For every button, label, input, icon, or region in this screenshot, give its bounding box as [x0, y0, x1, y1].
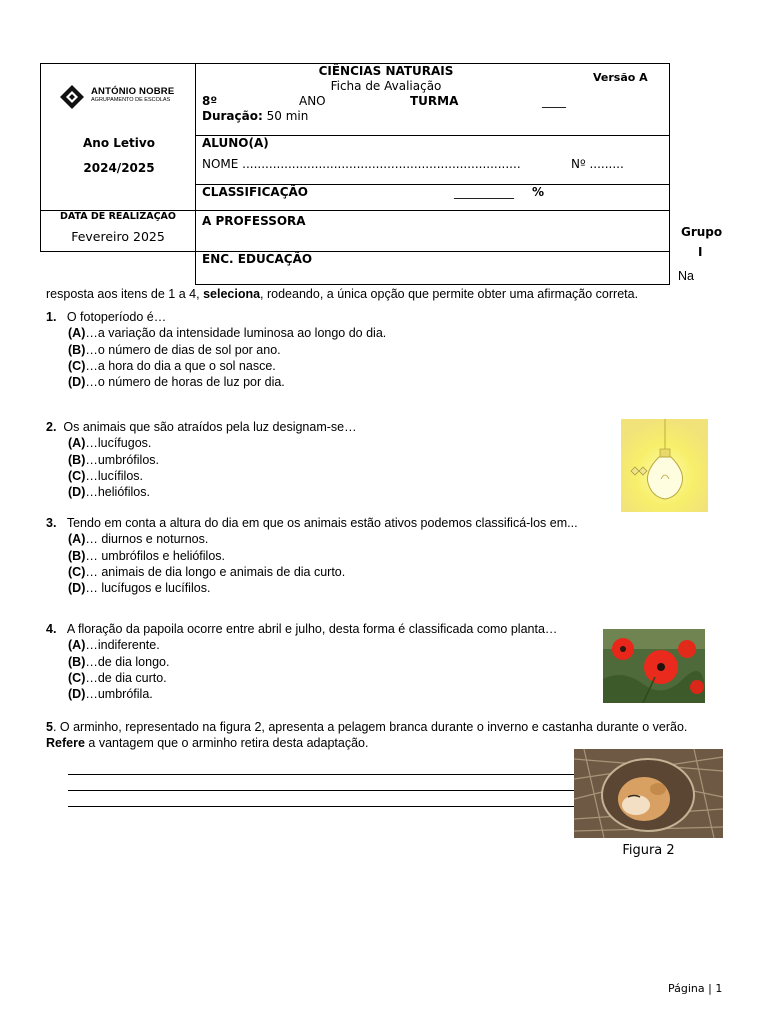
numero-line: Nº ......... — [571, 157, 624, 171]
lightbulb-icon — [621, 419, 708, 512]
option-letter: (D) — [68, 375, 86, 390]
option-b[interactable] — [68, 548, 578, 564]
option-text: …indiferente. — [85, 638, 160, 653]
option-letter: (D) — [68, 485, 86, 500]
turma-blank: ____ — [542, 94, 566, 108]
answer-line[interactable] — [68, 806, 576, 807]
classification-cell — [195, 184, 670, 211]
option-c[interactable] — [68, 564, 578, 580]
option-text: … diurnos e noturnos. — [85, 532, 209, 547]
question-rest: a vantagem que o arminho retira desta adaptação. — [88, 736, 369, 751]
figure-2-caption: Figura 2 — [622, 843, 675, 858]
option-text: …a hora do dia a que o sol nasce. — [85, 358, 276, 373]
subject-cell — [195, 63, 670, 136]
ano-letivo-label: Ano Letivo — [83, 136, 155, 150]
question-number: 3. — [46, 516, 57, 530]
question-5 — [46, 719, 687, 752]
duration-value: 50 min — [266, 109, 309, 123]
option-c[interactable] — [68, 358, 386, 374]
option-text: … umbrófilos e heliófilos. — [85, 548, 226, 563]
guardian-cell — [195, 251, 670, 285]
option-letter: (A) — [68, 326, 86, 341]
enc-label: ENC. EDUCAÇÃO — [202, 252, 313, 266]
question-number: 4. — [46, 622, 57, 636]
option-d[interactable] — [68, 484, 357, 500]
classificacao-label: CLASSIFICAÇÃO — [202, 185, 309, 199]
option-letter: (D) — [68, 581, 86, 596]
option-text: …lucífugos. — [85, 436, 152, 451]
logo-diamond-icon — [59, 84, 85, 110]
figure-2-image — [574, 749, 723, 838]
school-name: ANTÓNIO NOBRE — [91, 86, 175, 97]
option-letter: (B) — [68, 452, 86, 467]
sleeping-animal-icon — [574, 749, 723, 838]
duration-row — [202, 109, 308, 123]
option-a[interactable] — [68, 637, 557, 653]
question-text: . O arminho, representado na figura 2, apresenta a pelagem branca durante o inverno e castanha durante o verão. — [52, 720, 688, 734]
school-cell — [40, 63, 196, 211]
option-d[interactable] — [68, 686, 557, 702]
option-letter: (B) — [68, 342, 86, 357]
question-4 — [46, 621, 557, 702]
question-verb: Refere — [46, 736, 85, 751]
option-text: …umbrófila. — [85, 687, 153, 702]
option-b[interactable] — [68, 452, 357, 468]
option-a[interactable] — [68, 435, 357, 451]
option-letter: (C) — [68, 358, 86, 373]
school-subtitle: AGRUPAMENTO DE ESCOLAS — [91, 97, 171, 103]
question-text: Os animais que são atraídos pela luz designam-se… — [63, 420, 357, 434]
option-text: …o número de horas de luz por dia. — [85, 375, 285, 390]
option-text: …o número de dias de sol por ano. — [85, 342, 281, 357]
question-text: Tendo em conta a altura do dia em que os animais estão ativos podemos classificá-los em... — [66, 516, 578, 530]
option-text: …heliófilos. — [85, 485, 150, 500]
option-text: … lucífugos e lucífilos. — [85, 581, 211, 596]
option-letter: (A) — [68, 532, 86, 547]
sheet-title: Ficha de Avaliação — [330, 79, 442, 93]
ano-letivo-value: 2024/2025 — [83, 161, 155, 175]
question-number: 2. — [46, 420, 57, 434]
question-text: A floração da papoila ocorre entre abril e julho, desta forma é classificada como planta… — [66, 622, 558, 636]
option-b[interactable] — [68, 654, 557, 670]
option-a[interactable] — [68, 531, 578, 547]
option-text: …de dia curto. — [85, 670, 167, 685]
lightbulb-image — [621, 419, 708, 512]
page-number: Página | 1 — [668, 982, 723, 995]
student-cell — [195, 135, 670, 185]
poppy-image — [603, 629, 705, 703]
option-text: …de dia longo. — [85, 654, 170, 669]
answer-line[interactable] — [68, 774, 576, 775]
percent-sign: % — [532, 185, 545, 199]
option-letter: (C) — [68, 670, 86, 685]
option-letter: (C) — [68, 468, 86, 483]
school-logo — [59, 84, 85, 115]
instructions-bold: seleciona — [203, 287, 261, 301]
option-letter: (D) — [68, 687, 86, 702]
option-b[interactable] — [68, 342, 386, 358]
year-value: 8º — [202, 94, 218, 108]
option-letter: (B) — [68, 654, 86, 669]
option-c[interactable] — [68, 670, 557, 686]
aluno-label: ALUNO(A) — [202, 136, 269, 150]
instructions — [46, 287, 638, 301]
grupo-number: I — [698, 245, 703, 259]
nome-line: NOME ......................................................................... — [202, 157, 521, 171]
teacher-cell — [195, 210, 670, 252]
option-letter: (A) — [68, 436, 86, 451]
option-c[interactable] — [68, 468, 357, 484]
option-d[interactable] — [68, 580, 578, 596]
question-number: 1. — [46, 310, 57, 324]
option-text: …lucífilos. — [85, 468, 144, 483]
option-letter: (A) — [68, 638, 86, 653]
option-text: …a variação da intensidade luminosa ao longo do dia. — [85, 326, 387, 341]
answer-line[interactable] — [68, 790, 576, 791]
professora-label: A PROFESSORA — [202, 214, 306, 228]
question-text: O fotoperíodo é… — [66, 310, 167, 324]
version-label: Versão A — [593, 71, 648, 84]
option-d[interactable] — [68, 374, 386, 390]
question-number: 5 — [46, 720, 53, 734]
question-3 — [46, 515, 578, 596]
option-letter: (B) — [68, 548, 86, 563]
date-cell — [40, 210, 196, 252]
duration-label: Duração: — [202, 109, 263, 123]
option-text: … animais de dia longo e animais de dia curto. — [85, 564, 346, 579]
grupo-label: Grupo — [681, 225, 723, 239]
question-2 — [46, 419, 357, 500]
option-text: …umbrófilos. — [85, 452, 159, 467]
option-letter: (C) — [68, 564, 86, 579]
question-1 — [46, 309, 386, 390]
poppy-flower-icon — [603, 629, 705, 703]
turma-label: TURMA — [410, 94, 459, 108]
date-value: Fevereiro 2025 — [71, 229, 165, 244]
instruction-na: Na — [678, 269, 694, 283]
instructions-post: , rodeando, a única opção que permite obter uma afirmação correta. — [260, 287, 639, 301]
subject-title: CIÊNCIAS NATURAIS — [318, 64, 454, 78]
instructions-pre: resposta aos itens de 1 a 4, — [46, 287, 200, 301]
date-label: DATA DE REALIZAÇÃO — [60, 211, 176, 222]
classificacao-blank: __________ — [454, 185, 514, 199]
header-table — [40, 63, 670, 285]
option-a[interactable] — [68, 325, 386, 341]
ano-label: ANO — [299, 94, 326, 108]
